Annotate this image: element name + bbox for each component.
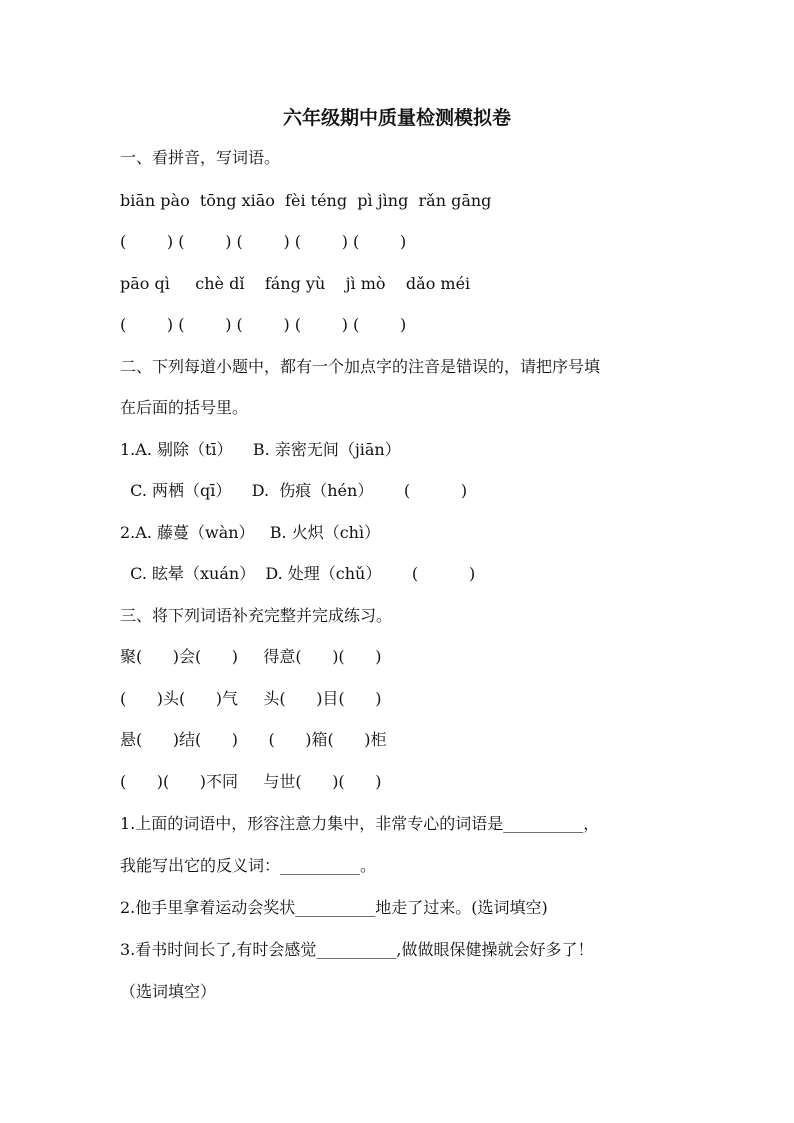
section2-question-1-line-2: C. 两栖（qī） D. 伤痕（hén） ( ) bbox=[120, 481, 468, 500]
idiom-row-4: ( )( )不同 与世( )( ) bbox=[120, 772, 382, 791]
section3-question-2: 2.他手里拿着运动会奖状__________地走了过来。(选词填空) bbox=[120, 898, 548, 917]
answer-blanks-row-1: ( ) ( ) ( ) ( ) ( ) bbox=[120, 232, 407, 251]
section1-heading: 一、看拼音，写词语。 bbox=[120, 148, 281, 167]
idiom-row-1: 聚( )会( ) 得意( )( ) bbox=[120, 647, 382, 666]
answer-blanks-row-2: ( ) ( ) ( ) ( ) ( ) bbox=[120, 315, 407, 334]
section3-question-3-line-1: 3.看书时间长了,有时会感觉__________,做做眼保健操就会好多了！ bbox=[120, 940, 594, 959]
section2-heading-line-2: 在后面的括号里。 bbox=[120, 398, 249, 417]
page-title: 六年级期中质量检测模拟卷 bbox=[282, 107, 511, 129]
section3-heading: 三、将下列词语补充完整并完成练习。 bbox=[120, 606, 393, 625]
pinyin-row-2: pāo qì chè dǐ fáng yù jì mò dǎo méi bbox=[120, 274, 471, 293]
section3-question-3-line-2: （选词填空） bbox=[120, 982, 217, 1001]
idiom-row-3: 悬( )结( ) ( )箱( )柜 bbox=[120, 730, 387, 749]
idiom-row-2: ( )头( )气 头( )目( ) bbox=[120, 689, 382, 708]
section2-question-2-line-1: 2.A. 藤蔓（wàn） B. 火炽（chì） bbox=[120, 523, 381, 542]
pinyin-row-1: biān pào tōng xiāo fèi téng pì jìng rǎn gāng bbox=[120, 191, 492, 210]
section3-question-1-line-1: 1.上面的词语中，形容注意力集中，非常专心的词语是__________， bbox=[120, 814, 600, 833]
section2-question-2-line-2: C. 眩晕（xuán） D. 处理（chǔ） ( ) bbox=[120, 564, 476, 583]
section2-heading-line-1: 二、下列每道小题中，都有一个加点字的注音是错误的，请把序号填 bbox=[120, 357, 601, 376]
section2-question-1-line-1: 1.A. 剔除（tī） B. 亲密无间（jiān） bbox=[120, 440, 401, 459]
section3-question-1-line-2: 我能写出它的反义词：__________。 bbox=[120, 856, 377, 875]
